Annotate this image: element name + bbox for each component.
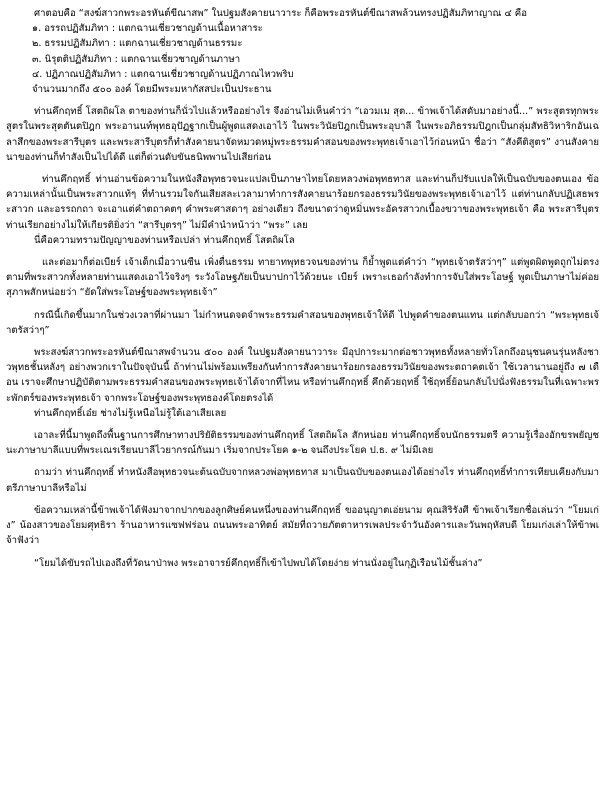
- paragraph-translation-tail: นี่คือความทรามปัญญาของท่านหรือเปล่า ท่านคึกฤทธิ์ โสตถิผโล: [34, 234, 295, 246]
- paragraph-case: กรณีนี้เกิดขึ้นมากในช่วงเวลาที่ผ่านมา ไม่กำหนดจดจำพระธรรมคำสอนของพุทธเจ้าให้ดี ไปพูดคำของตนแทน แต่กลับบอกว่า “พระพุทธเจ้าตรัสว่าๆ”: [6, 309, 599, 336]
- list-item-attha: ๑. อรรถปฏิสัมภิทา : แตกฉานเชี่ยวชาญด้านเนื้อหาสาระ: [32, 23, 263, 35]
- paragraph-question: ถามว่า ท่านคึกฤทธิ์ ทำหนังสือพุทธวจนะต้นฉบับจากหลวงพ่อพุทธทาส มาเป็นฉบับของตนเองได้อย่างไร ท่านคึกฤทธิ์ทำการเทียบเคียงกับมาตรีภาษาบาลีหรือไม่: [6, 467, 599, 494]
- paragraph-first-council: พระสงฆ์สาวกพระอรหันต์ขีณาสพจำนวน ๕๐๐ องค์ ในปฐมสังคายนาวาระ มีอุปการะมากต่อชาวพุทธทั้งหลายทั่วโลกถึงอนุชนคนรุ่นหลังชาวพุทธชั้นหลังๆ อย่างพวกเราในปัจจุบันนี้ ถ้าท่านไม่พร้อมเพรียงกันทำการสังคายนาร้อยกรองธรรมวินัยของพระตถาคตเจ้า ใช้เวลานานอยู่ถึง ๗ เดือน เราจะศึกษาปฏิบัติตามพระธรรมคำสอนของพระพุทธเจ้าได้จากที่ไหน หรือท่านคึกฤทธิ์ คึกด้วยฤทธิ์ ใช้ฤทธิ์ย้อนกลับไปนั่งฟังธรรมในที่เฉพาะพระพักตร์ของพระพุทธเจ้า จากพระโอษฐ์ของพระพุทธองค์โดยตรงได้: [6, 347, 599, 404]
- paragraph-witness: ข้อความเหล่านี้ข้าพเจ้าได้ฟังมาจากปากของลูกศิษย์คนหนึ่งของท่านคึกฤทธิ์ ขออนุญาตเอ่ยนาม คุณสิริรังศี ข้าพเจ้าเรียกชื่อเล่นว่า “โยมเก่ง” น้องสาวของโยมศุทธิรา ร้านอาหารแซฟฟร่อน ถนนพระอาทิตย์ สมัยที่ถวายภัตตาหารเพลประจำวันอังคารและวันพฤหัสบดี โยมเก่งเล่าให้ข้าพเจ้าฟังว่า: [6, 504, 599, 547]
- list-item-dhamma: ๒. ธรรมปฏิสัมภิทา : แตกฉานเชี่ยวชาญด้านธรรมะ: [32, 38, 243, 50]
- paragraph-evam-me-sutam: ท่านคึกฤทธิ์ โสตถิผโล ตาของท่านก็นั่วไปแล้วหรืออย่างไร จึงอ่านไม่เห็นคำว่า “เอวมเม สุต... ข้าพเจ้าได้สดับมาอย่างนี้...” พระสูตรทุกพระสูตรในพระสุตตันตปิฎก พระอานนท์พุทธอุปัฏฐากเป็นผู้พูดแสดงเอาไว้ ในพระวินัยปิฎกเป็นพระอุบาลี ในพระอภิธรรมปิฎกเป็นกลุ่มสัทธิวิหาริกอันเฉลาสึกของพระสารีบุตร และพระสารีบุตรก็ทำสังคายนาจัดหมวดหมู่พระธรรมคำสอนของพระพุทธเจ้าเอาไว้ก่อนหน้า ชื่อว่า “สังคีติสูตร” งานสังคายนาของท่านก็ทำสังเป็นไปได้ดี แต่ก็ด่วนดับขันธนิพพานไปเสียก่อน: [6, 106, 599, 163]
- paragraph-quote: “โยมได้ขับรถไปเองถึงที่วัดนาป่าพง พระอาจารย์คึกฤทธิ์ก็เข้าไปพบได้โดยง่าย ท่านนั่งอยู่ในกุฏิเรือนไม้ชั้นล่าง”: [34, 557, 483, 569]
- list-item-patibhana: ๔. ปฏิภาณปฏิสัมภิทา : แตกฉานเชี่ยวชาญด้านปฏิภาณไหวพริบ: [32, 68, 294, 80]
- paragraph-answer-tail: จำนวนมากถึง ๕๐๐ องค์ โดยมีพระมหากัสสปะเป็นประธาน: [32, 84, 272, 96]
- paragraph-education: เอาละที่นี้มาพูดถึงพื้นฐานการศึกษาทางปริยัติธรรมของท่านคึกฤทธิ์ โสตถิผโล สักหน่อย ท่านคึกฤทธิ์จบนักธรรมตรี ความรู้เรื่องอักขรพยัญชนะภาษาบาลีแบบที่พระเณรเรียนบาลีไวยากรณ์กันมา เริ่มจากประโยค ๑-๒ จนถึงประโยค ป.ธ. ๙ ไม่มีเลย: [6, 430, 599, 457]
- paragraph-answer: ศาตอบคือ “สงฆ์สาวกพระอรหันต์ขีณาสพ” ในปฐมสังคายนาวาระ ก็คือพระอรหันต์ขีณาสพล้วนทรงปฏิสัมภิทาญาณ ๔ คือ: [34, 8, 527, 19]
- paragraph-translation: ท่านคึกฤทธิ์ ท่านอ่านข้อความในหนังสือพุทธวจนะแปลเป็นภาษาไทยโดยหลวงพ่อพุทธทาส และท่านก็ปรับแปลให้เป็นฉบับของตนเอง ข้อความเหล่านั้นเป็นพระสาวกแท้ๆ ที่ทำนรวมใจกันเสียสละเวลามาทำการสังคายนาร้อยกรองธรรมวินัยของพระพุทธเจ้าเอาไว้ แต่ท่านกลับปฏิเสธพระสาวก และอรรถกถา จะเอาแต่คำตถาคตๆ คำพระศาสดาๆ อย่างเดียว ถึงขนาดว่าดูหมิ่นพระอัครสาวกเบื้องขวาของพระพุทธเจ้า คือ พระสารีบุตร ท่านเรียกอย่างไม่ให้เกียรติยิ่งว่า “สารีบุตรๆ” ไม่มีคำนำหน้าว่า “พระ” เลย: [6, 174, 599, 231]
- paragraph-first-council-tail: ท่านคึกฤทธิ์เอ๋ย ช่างไม่รู้เหนือไม่รู้ใต้เอาเสียเลย: [34, 407, 227, 419]
- paragraph-beer: และต่อมาก็ต่อเบียร์ เจ้าเด็กเมื่อวานซืน เพิ่งตื่นธรรม ทายาทพุทธวจนของท่าน ก็ย้ำพูดแต่คำว่า “พุทธเจ้าตรัสว่าๆ” แต่พูดผิดพูดถูกไม่ตรงตามที่พระสาวกทั้งหลายท่านแสดงเอาไว้จริงๆ ระวังโอษฐภัยเป็นบาปกาไว้ด้วยนะ เบียร์ เพราะเธอกำลังทำการจับใส่พระโอษฐ์ พูดเป็นภาษาไม่ค่อยสุภาพสักหน่อยว่า “ยัดใส่พระโอษฐ์ของพระพุทธเจ้า”: [6, 257, 599, 299]
- list-item-nirutti: ๓. นิรุตติปฏิสัมภิทา : แตกฉานเชี่ยวชาญด้านภาษา: [32, 53, 241, 65]
